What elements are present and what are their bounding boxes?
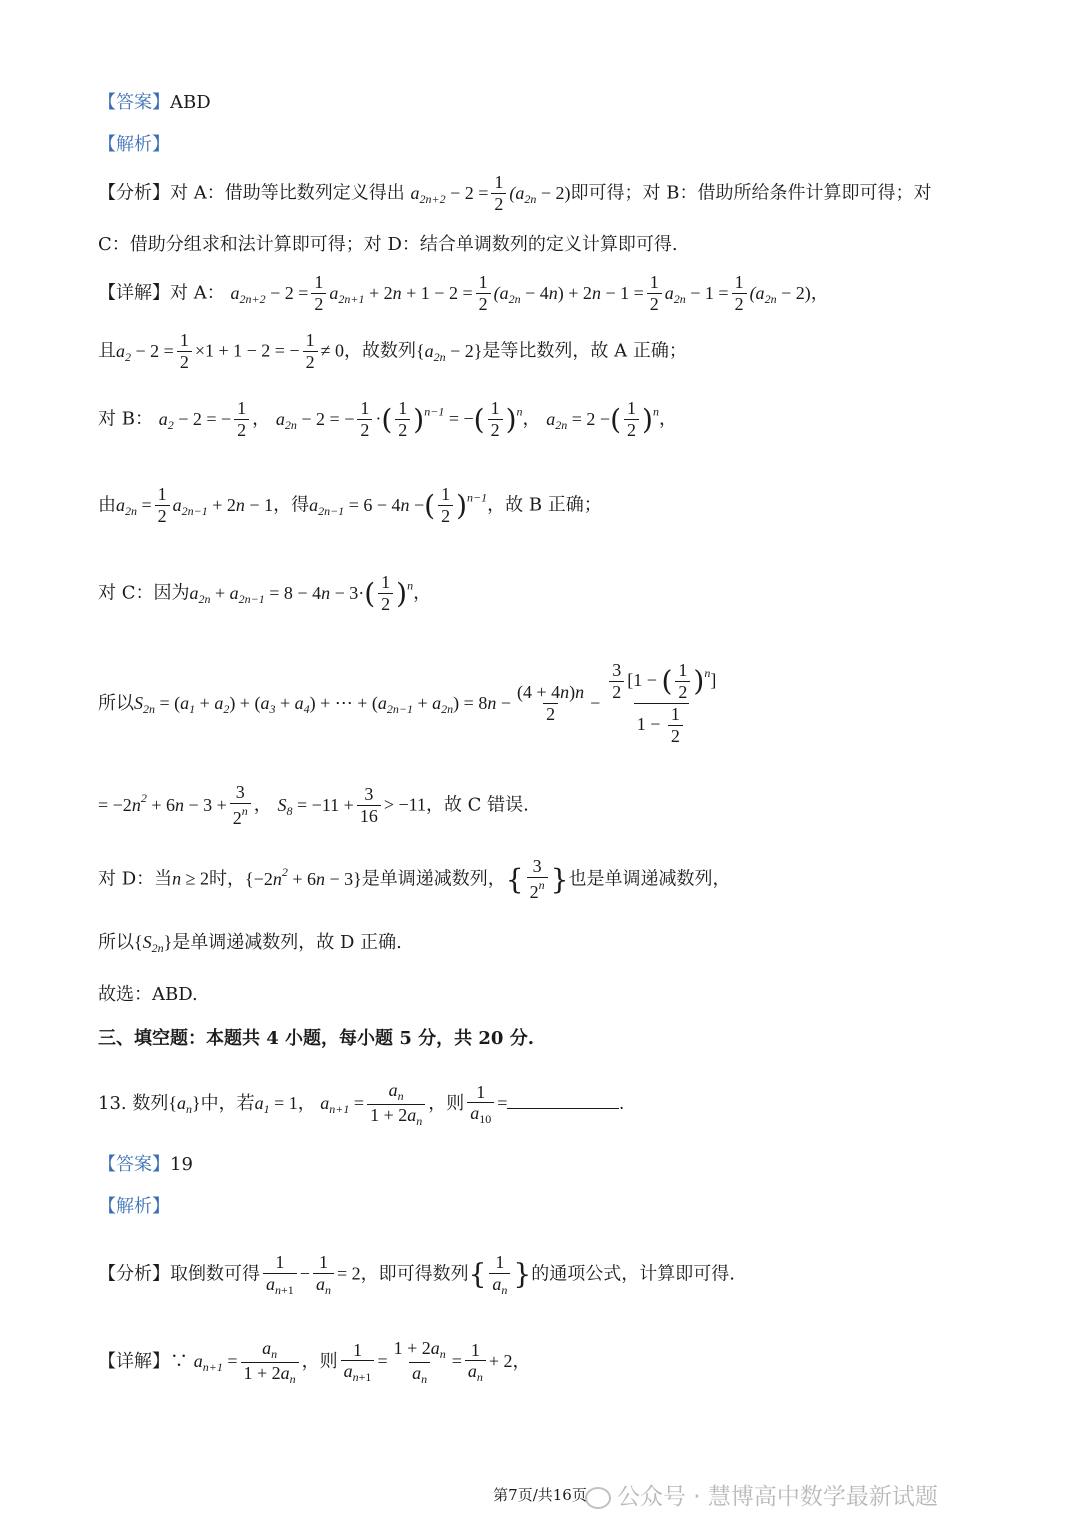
fenxi-text-a2: 即可得；对 B：借助所给条件计算即可得；对: [570, 182, 932, 204]
detail-text: 对 A：: [170, 282, 225, 304]
formula: $\{a_{2n} - 2\}$: [415, 340, 483, 364]
fraction: $\frac{3}{2}$ [1 − ( $\frac{1}{2}$ )$^n$] 1 − $\frac{1}{2}$: [603, 660, 719, 748]
formula: $a_{2n+2} - 2$ =: [230, 282, 309, 306]
watermark-text: 公众号 · 慧博高中数学最新试题: [617, 1484, 938, 1510]
fraction: $\frac{1}{a_n}$: [489, 1252, 510, 1297]
formula: $S_{2n} = (a_1 + a_2) + (a_3 + a_4)$ + ⋯ + $(a_{2n-1} + a_{2n}) = 8n$ −: [134, 692, 511, 716]
fenxi-text-c: C：借助分组求和法计算即可得；对 D：结合单调数列的定义计算即可得.: [98, 234, 678, 255]
answer-value: 19: [170, 1154, 193, 1175]
section-title: 三、填空题：本题共 4 小题，每小题 5 分，共 20 分.: [98, 1028, 534, 1049]
detail-line-a2: [98, 330, 687, 373]
detail-text: 也是单调递减数列，: [568, 868, 731, 890]
fraction: $\frac{1}{2}$: [491, 172, 506, 215]
fraction: $\frac{1}{a_{n+1}}$: [341, 1340, 375, 1385]
fenxi-text-a: 对 A：借助等比数列定义得出: [170, 182, 405, 204]
detail-text: 是等比数列，故 A 正确；: [482, 340, 687, 362]
fraction: $\frac{a_n}{1 + 2a_n}$: [241, 1338, 299, 1386]
fraction: $\frac{1}{2}$: [624, 398, 639, 441]
formula: $a_{n+1}$ =: [193, 1351, 238, 1375]
fraction: $\frac{1}{2}$: [395, 398, 410, 441]
answer-blank: [507, 1092, 619, 1109]
because-symbol: ∵: [170, 1351, 188, 1373]
fraction: $\frac{1}{2}$: [303, 330, 318, 373]
answer-tag: 【答案】: [98, 92, 170, 113]
fraction: $\frac{1}{2}$: [476, 272, 491, 315]
detail-text: 对 D：当: [98, 868, 173, 890]
question-13: 13. 数列$\{a_n\}$中，若$a_1 = 1$， $a_{n+1}$ = $\frac{a_n}{1 + 2a_n}$ ，则 $\frac{1}{a_{10}}$ = .: [98, 1080, 624, 1128]
question-text: ，则: [428, 1093, 465, 1115]
analysis-heading: [98, 134, 170, 156]
detail-line-13: 【详解】∵ $a_{n+1}$ = $\frac{a_n}{1 + 2a_n}$ ，则 $\frac{1}{a_{n+1}}$ = $\frac{1 + 2a_n}{a_n}$ = $\frac{1}{a_n}$ + 2，: [98, 1338, 531, 1386]
formula: = $-2n^2 + 6n - 3$ +: [98, 790, 227, 815]
formula: $a_{2n} + a_{2n-1} = 8 - 4n - 3\cdot$: [189, 582, 365, 606]
fraction: $\frac{3}{16}$: [357, 784, 381, 827]
fraction: $\frac{3}{2^n}$: [230, 782, 251, 829]
formula: $\{S_{2n}\}$: [134, 932, 173, 955]
detail-text: 时，: [209, 868, 246, 890]
fraction: $\frac{1}{2}$: [647, 272, 662, 315]
formula: $a_{2n+1} + 2n + 1 - 2$ =: [329, 282, 473, 306]
fenxi-tag: 【分析】: [98, 182, 170, 204]
detail-line-d2: [98, 932, 402, 955]
detail-line-a: [98, 272, 829, 315]
detail-text: ，得: [273, 494, 310, 516]
formula: $a_{2n}$ =: [116, 494, 152, 518]
fraction: $\frac{1}{a_n}$: [313, 1252, 334, 1297]
page-number: 第7页/共16页: [493, 1486, 587, 1504]
detail-text: 且: [98, 340, 116, 362]
detail-text: 所以: [98, 692, 134, 714]
detail-text: ，故 B 正确；: [487, 494, 602, 516]
fraction: $\frac{1}{2}$: [234, 398, 249, 441]
detail-line-c3: = $-2n^2 + 6n - 3$ + $\frac{3}{2^n}$ ， $S_8 = -11$ + $\frac{3}{16}$ > −11，故 C 错误.: [98, 782, 529, 828]
formula: $\{-2n^2 + 6n - 3\}$: [245, 864, 362, 889]
formula: ×1 + 1 − 2 = −: [194, 340, 300, 361]
fenxi-text: ，即可得数列: [360, 1263, 469, 1285]
fraction: $\frac{1}{a_{n+1}}$: [263, 1252, 297, 1297]
fraction: $\frac{1}{2}$: [378, 572, 393, 615]
fraction: $\frac{1}{2}$: [357, 398, 372, 441]
formula: $\{a_n\}$: [168, 1093, 201, 1117]
formula: $(a_{2n} - 2)$: [509, 182, 571, 206]
answer-value: ABD: [170, 92, 211, 113]
question-text: 中，若: [200, 1093, 255, 1115]
detail-text: 是单调递减数列，故 D 正确.: [172, 932, 402, 953]
detail-text: 所以: [98, 932, 134, 953]
detail-tag: 【详解】: [98, 282, 170, 304]
detail-text: ，故数列: [343, 340, 416, 362]
formula: $a_{2n} = 2$ −: [546, 408, 611, 432]
detail-line-b2: 由$a_{2n}$ = $\frac{1}{2}$ $a_{2n-1} + 2n - 1$，得$a_{2n-1} = 6 - 4n$ −( $\frac{1}{2}$ )$^{n-1}$，故 B 正确；: [98, 484, 602, 526]
fenxi-line-13: 【分析】取倒数可得 $\frac{1}{a_{n+1}}$ − $\frac{1}{a_n}$ = 2，即可得数列{ $\frac{1}{a_n}$ }的通项公式，计算即可得.: [98, 1252, 735, 1297]
answer-line-13: [98, 1154, 193, 1176]
formula: $a_2 - 2$ =: [116, 340, 174, 364]
detail-line-c: 对 C：因为$a_{2n} + a_{2n-1} = 8 - 4n - 3\cdot$( $\frac{1}{2}$ )$^n$，: [98, 572, 432, 614]
fenxi-line-2: [98, 234, 678, 256]
fraction: $\frac{1}{a_n}$: [465, 1340, 486, 1385]
question-text: 13. 数列: [98, 1093, 169, 1115]
fraction: $\frac{1}{a_{10}}$: [467, 1082, 494, 1127]
formula: $(a_{2n} - 4n) + 2n - 1$ =: [493, 282, 644, 306]
fraction: $\frac{1}{2}$: [177, 330, 192, 373]
choice-text: 故选：ABD.: [98, 984, 198, 1005]
formula: $a_{2n} - 2$ = −: [275, 408, 355, 432]
fraction: $\frac{1}{2}$: [438, 484, 453, 527]
detail-line-b: 对 B： $a_2 - 2$ = − $\frac{1}{2}$ ， $a_{2n} - 2$ = − $\frac{1}{2}$ ·( $\frac{1}{2}$ )$^{n-1}$ = −( $\frac{1}{2}$ )$^n$， $a_{2n} = 2$ −( $\frac{1}{2}$ )$^n$，: [98, 398, 677, 440]
fenxi-text: 取倒数可得: [170, 1263, 260, 1285]
formula: $a_1 = 1$， $a_{n+1}$ =: [254, 1093, 365, 1117]
fraction: $\frac{1 + 2a_n}{a_n}$: [393, 1338, 446, 1386]
fraction: $\frac{1}{2}$: [488, 398, 503, 441]
detail-tag: 【详解】: [98, 1351, 170, 1373]
detail-text: 对 C：因为: [98, 582, 190, 604]
fenxi-tag: 【分析】: [98, 1263, 170, 1285]
answer-line: [98, 92, 211, 114]
formula: $a_{2n-1} + 2n - 1$: [172, 494, 274, 518]
detail-line-c2: 所以$S_{2n} = (a_1 + a_2) + (a_3 + a_4)$ + ⋯ + $(a_{2n-1} + a_{2n}) = 8n$ − $\frac{(4 + 4n)n}{2}$ − $\frac{3}{2}$ [1 − ( $\frac{1}{2}$ )$^n$] 1 − $\frac{1}{2}$: [98, 660, 722, 748]
analysis-tag: 【解析】: [98, 134, 170, 155]
fraction: $\frac{(4 + 4n)n}{2}$: [516, 682, 585, 724]
formula: $a_{2n} - 1$ =: [664, 282, 729, 306]
formula: n ≥ 2: [172, 868, 210, 889]
detail-text: ，则: [301, 1351, 338, 1373]
fenxi-text: 的通项公式，计算即可得.: [531, 1263, 735, 1285]
choice-line: [98, 984, 198, 1006]
section-heading: [98, 1028, 534, 1050]
answer-tag: 【答案】: [98, 1154, 170, 1175]
formula: ≠ 0: [320, 340, 344, 361]
fraction: $\frac{1}{2}$: [155, 484, 170, 527]
formula: $a_2 - 2$ = −: [158, 408, 232, 432]
detail-text: 是单调递减数列，: [361, 868, 506, 890]
formula: $a_{2n+2} - 2$ =: [410, 182, 489, 206]
analysis-heading-13: [98, 1196, 170, 1218]
formula: $a_{2n-1} = 6 - 4n$ −: [309, 494, 425, 518]
detail-text: ，故 C 错误.: [425, 794, 529, 816]
analysis-tag: 【解析】: [98, 1196, 170, 1217]
fraction: $\frac{a_n}{1 + 2a_n}$: [367, 1080, 425, 1128]
formula: $(a_{2n} - 2)$，: [749, 282, 829, 306]
fenxi-line-1: [98, 172, 932, 215]
fraction: $\frac{1}{2}$: [311, 272, 326, 315]
fraction: $\frac{1}{2}$: [732, 272, 747, 315]
detail-text: 对 B：: [98, 408, 153, 430]
detail-text: 由: [98, 494, 116, 516]
formula: $S_8 = -11$ +: [277, 794, 354, 818]
fraction: $\frac{3}{2^n}$: [527, 856, 548, 903]
detail-line-d: 对 D：当n ≥ 2时，$\{-2n^2 + 6n - 3\}$是单调递减数列，{ $\frac{3}{2^n}$ }也是单调递减数列，: [98, 856, 731, 902]
